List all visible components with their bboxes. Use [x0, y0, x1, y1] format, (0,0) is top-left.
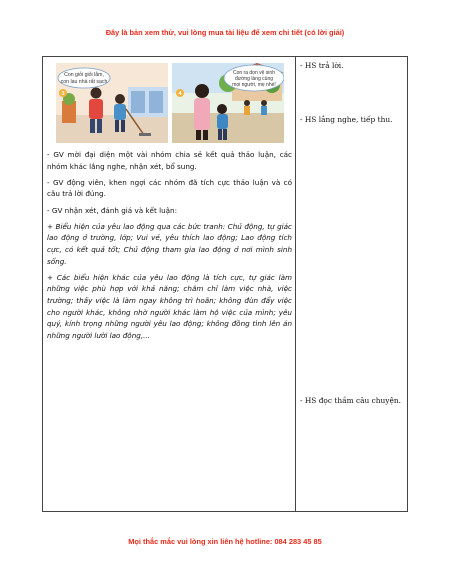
- picture-number: 4: [178, 91, 182, 97]
- bubble-text: Con giỏi giỏi lắm,: [64, 72, 104, 78]
- picture-number: 3: [61, 91, 65, 97]
- bubble-text: mọi người, mẹ nhé!: [232, 82, 276, 88]
- teacher-step: - GV nhận xét, đánh giá và kết luận:: [47, 205, 178, 215]
- teacher-step: - GV mời đại diện một vài nhóm chia sẻ kết quả thảo luận, các nhóm khác lắng nghe, nhận xét, bổ sung.: [47, 150, 292, 171]
- conclusion-paragraph: + Biểu hiện của yêu lao động qua các bức tranh: Chủ động, tự giác lao động ở trường, lớp; Vui vẻ, yêu thích lao động; Lao động tích cực, có kết quả tốt; Chủ động tham gia lao động ở nơi mình sinh sống.: [47, 221, 292, 266]
- lesson-table: [42, 56, 408, 512]
- preview-banner: Đây là bản xem thử, vui lòng mua tài liệu để xem chi tiết (có lời giải): [105, 28, 345, 37]
- illustration-row: [56, 63, 284, 143]
- bubble-text: Con ra dọn vệ sinh: [233, 70, 275, 76]
- conclusion-paragraph: + Các biểu hiện khác của yêu lao động là tích cực, tự giác làm những việc phù hợp với khả năng; chăm chỉ làm việc nhà, việc trường; thấy việc là làm ngay không trì hoãn; không đùn đẩy việc cho người khác, không nhờ người khác làm hộ việc của mình; yêu quý, kính trọng những người yêu lao động; không đồng tình lên án những người lười lao động,...: [47, 272, 292, 340]
- student-activity: - HS đọc thầm câu chuyện.: [300, 396, 401, 405]
- hotline-banner: Mọi thắc mắc vui lòng xin liên hệ hotline: 084 283 45 85: [128, 537, 322, 546]
- student-activity: - HS trả lời.: [300, 61, 344, 70]
- bubble-text: đường làng cùng: [234, 76, 274, 82]
- teacher-step: - GV động viên, khen ngợi các nhóm đã tích cực thảo luận và có câu trả lời đúng.: [47, 177, 292, 199]
- student-activity: - HS lắng nghe, tiếp thu.: [300, 115, 393, 124]
- column-divider: [295, 57, 296, 511]
- illustration-3: [56, 63, 168, 143]
- illustration-4: [172, 63, 284, 143]
- bubble-text: con lau nhà rất sạch: [60, 79, 108, 85]
- teacher-activities: [47, 149, 292, 346]
